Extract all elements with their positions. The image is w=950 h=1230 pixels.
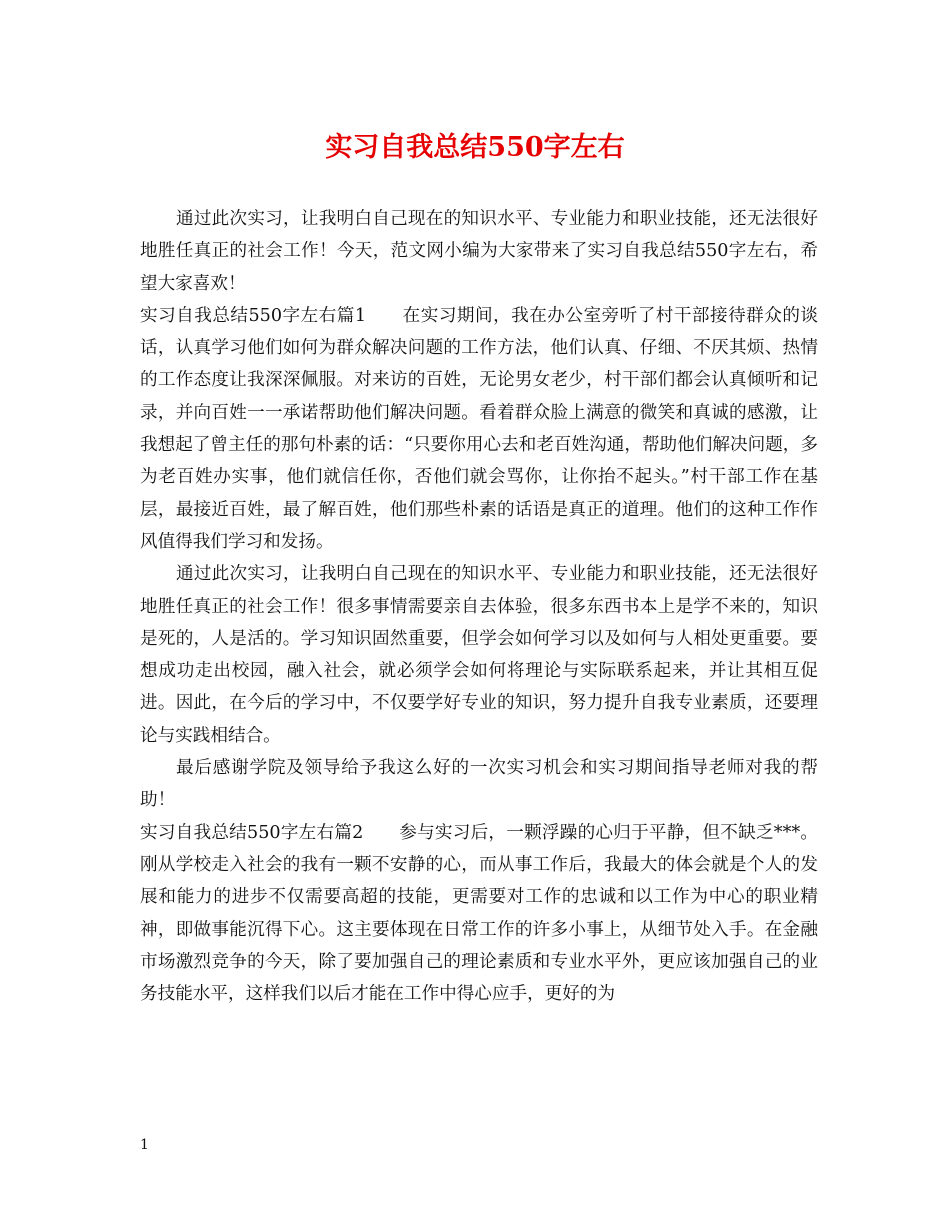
page-number: 1 xyxy=(140,1137,149,1153)
section-2-paragraph: 实习自我总结550字左右篇2 参与实习后，一颗浮躁的心归于平静，但不缺乏***。刚从学校走入社会的我有一颗不安静的心，而从事工作后，我最大的体会就是个人的发展和能力的进步不仅需要高超的技能，更需要对工作的忠诚和以工作为中心的职业精神，即做事能沉得下心。这主要体现在日常工作的许多小事上，从细节处入手。在金融市场激烈竞争的今天，除了要加强自己的理论素质和专业水平外，更应该加强自己的业务技能水平，这样我们以后才能在工作中得心应手，更好的为 xyxy=(140,822,818,1005)
document-title: 实习自我总结550字左右 xyxy=(325,132,625,163)
thanks-paragraph: 最后感谢学院及领导给予我这么好的一次实习机会和实习期间指导老师对我的帮助！ xyxy=(140,758,818,811)
intro-paragraph: 通过此次实习，让我明白自己现在的知识水平、专业能力和职业技能，还无法很好地胜任真正的社会工作！今天，范文网小编为大家带来了实习自我总结550字左右，希望大家喜欢！ xyxy=(140,209,818,294)
reflection-paragraph: 通过此次实习，让我明白自己现在的知识水平、专业能力和职业技能，还无法很好地胜任真正的社会工作！很多事情需要亲自去体验，很多东西书本上是学不来的，知识是死的，人是活的。学习知识固然重要，但学会如何学习以及如何与人相处更重要。要想成功走出校园，融入社会，就必须学会如何将理论与实际联系起来，并让其相互促进。因此，在今后的学习中，不仅要学好专业的知识，努力提升自我专业素质，还要理论与实践相结合。 xyxy=(140,564,818,746)
document-body xyxy=(140,203,818,1010)
section-1-paragraph: 实习自我总结550字左右篇1 在实习期间，我在办公室旁听了村干部接待群众的谈话，认真学习他们如何为群众解决问题的工作方法，他们认真、仔细、不厌其烦、热情的工作态度让我深深佩服。对来访的百姓，无论男女老少，村干部们都会认真倾听和记录，并向百姓一一承诺帮助他们解决问题。看着群众脸上满意的微笑和真诚的感激，让我想起了曾主任的那句朴素的话：“只要你用心去和老百姓沟通，帮助他们解决问题，多为老百姓办实事，他们就信任你，否他们就会骂你，让你抬不起头。”村干部工作在基层，最接近百姓，最了解百姓，他们那些朴素的话语是真正的道理。他们的这种工作作风值得我们学习和发扬。 xyxy=(140,305,818,552)
